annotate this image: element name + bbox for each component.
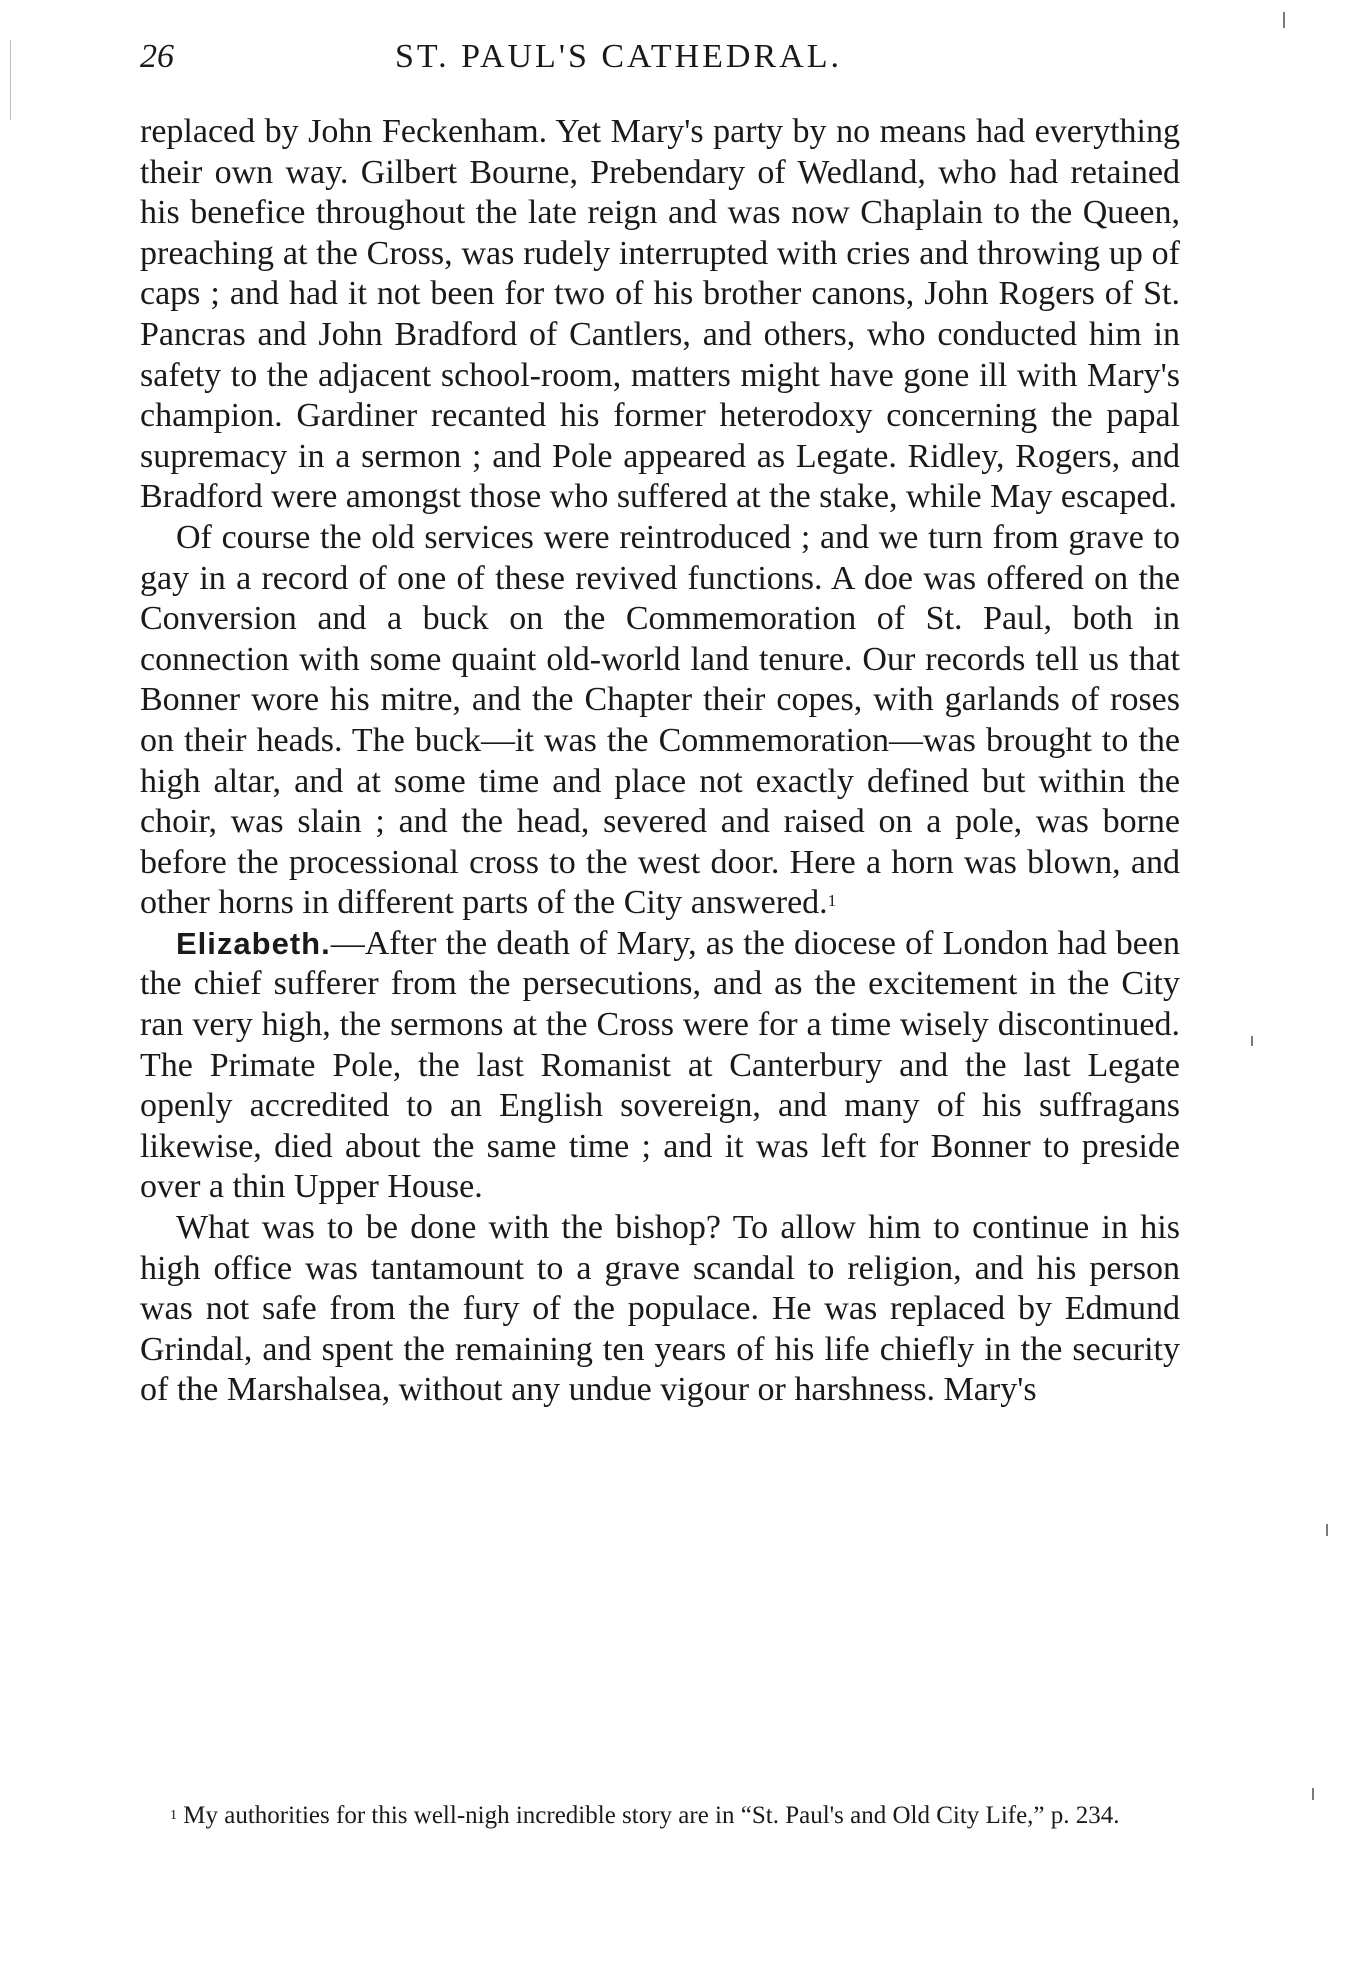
section-heading-elizabeth: Elizabeth. — [176, 925, 331, 961]
page-header — [140, 38, 1200, 88]
paragraph-1: replaced by John Feckenham. Yet Mary's party by no means had everything their own way. Gilbert Bourne, Prebendary of Wedland, who had retained his benefice throughout the late reign and was now Chaplain to the Queen, preaching at the Cross, was rudely interrupted with cries and throwing up of caps ; and had it not been for two of his brother canons, John Rogers of St. Pancras and John Bradford of Cantlers, and others, who conducted him in safety to the adjacent school-room, matters might have gone ill with Mary's champion. Gardiner recanted his former heterodoxy concerning the papal supremacy in a sermon ; and Pole appeared as Legate. Ridley, Rogers, and Bradford were amongst those who suffered at the stake, while May escaped. — [140, 113, 1180, 516]
paragraph-2 — [140, 518, 1180, 924]
margin-mark — [10, 40, 11, 120]
footnote-text: My authorities for this well-nigh incredible story are in “St. Paul's and Old City Life,” p. 234. — [183, 1802, 1120, 1829]
paragraph-2-text: Of course the old services were reintroduced ; and we turn from grave to gay in a record of one of these revived functions. A doe was offered on the Conversion and a buck on the Commemoration of St. Paul, both in connection with some quaint old-world land tenure. Our records tell us that Bonner wore his mitre, and the Chapter their copes, with garlands of roses on their heads. The buck—it was the Commemoration—was brought to the high altar, and at some time and place not exactly defined but within the choir, was slain ; and the head, severed and raised on a pole, was borne before the processional cross to the west door. Here a horn was blown, and other horns in different parts of the City answered. — [140, 518, 1180, 922]
margin-mark — [1326, 1524, 1328, 1536]
margin-mark — [1283, 12, 1285, 28]
footnote-reference[interactable]: 1 — [827, 891, 837, 911]
body-text — [140, 112, 1180, 1411]
footnote — [140, 1800, 1180, 1831]
paragraph-3 — [140, 924, 1180, 1208]
page-number: 26 — [140, 38, 174, 75]
margin-mark — [1251, 1036, 1253, 1046]
paragraph-4: What was to be done with the bishop? To allow him to continue in his high office was tantamount to a grave scandal to religion, and his person was not safe from the fury of the populace. He was replaced by Edmund Grindal, and spent the remaining ten years of his life chiefly in the security of the Marshalsea, without any undue vigour or harshness. Mary's — [140, 1209, 1180, 1409]
paragraph-3-text: —After the death of Mary, as the diocese of London had been the chief sufferer from the persecutions, and as the excitement in the City ran very high, the sermons at the Cross were for a time wisely discontinued. The Primate Pole, the last Romanist at Canterbury and the last Legate openly accredited to an English sovereign, and many of his suffragans likewise, died about the same time ; and it was left for Bonner to preside over a thin Upper House. — [140, 924, 1180, 1206]
margin-mark — [1312, 1788, 1314, 1800]
footnote-marker: 1 — [170, 1808, 177, 1823]
running-head: ST. PAUL'S CATHEDRAL. — [395, 38, 842, 75]
